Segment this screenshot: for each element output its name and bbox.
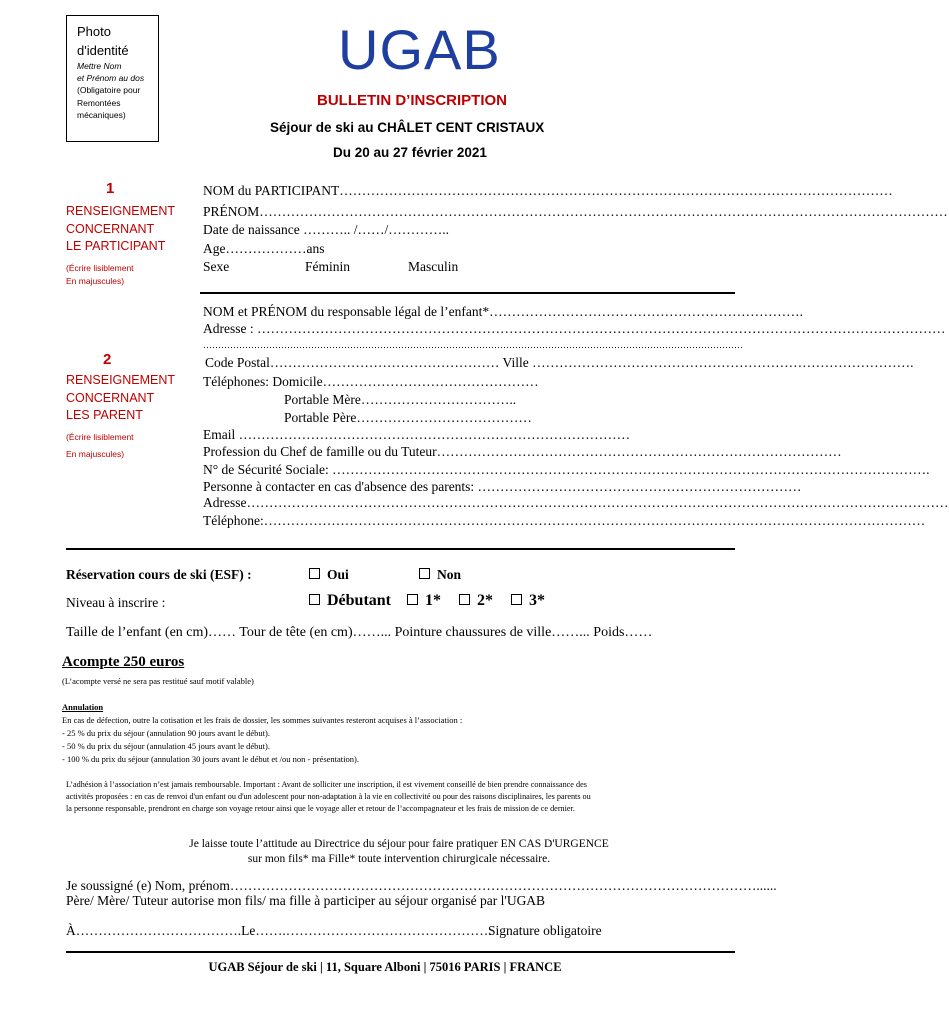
membership-text-line-3: la personne responsable, prendront en charge son voyage retour ainsi que le voyage aller et retour de l’accompagnateur et les frais de mission de ce dernier.: [66, 804, 575, 813]
guardian-name-field[interactable]: NOM et PRÉNOM du responsable légal de l’enfant*…………………………………………………………….: [203, 304, 803, 319]
level-options: [309, 591, 545, 611]
photo-instruction-4: Remontées: [77, 97, 121, 108]
photo-instruction-2: et Prénom au dos: [77, 73, 145, 83]
ski-lessons-no-option[interactable]: [419, 566, 461, 583]
emergency-consent-line-1: Je laisse toute l’attitude au Directrice du séjour pour faire pratiquer EN CAS D'URGENCE: [189, 838, 609, 850]
checkbox-icon[interactable]: [407, 594, 418, 605]
photo-instruction-5: mécaniques): [77, 110, 126, 120]
participant-firstname-field[interactable]: PRÉNOM………………………………………………………………………………………………………………………………………: [203, 204, 948, 219]
checkbox-icon[interactable]: [511, 594, 522, 605]
trip-dates: Du 20 au 27 février 2021: [333, 145, 487, 160]
sex-option-female[interactable]: Féminin: [305, 259, 351, 274]
checkbox-icon[interactable]: [459, 594, 470, 605]
father-mobile-field[interactable]: Portable Père…………………………………: [284, 410, 532, 425]
membership-text-line-2: activités proposées : en cas de renvoi d'un enfant ou d'un adolescent pour non-adaptation à la vie en collectivité ou pour des raisons disciplinaires, les parents ou: [66, 792, 591, 801]
section-2-number: 2: [103, 351, 112, 368]
authorization-text: Père/ Mère/ Tuteur autorise mon fils/ ma fille à participer au séjour organisé par l'UGAB: [66, 893, 546, 908]
deposit-title: Acompte 250 euros: [62, 654, 185, 670]
deposit-note: (L’acompte versé ne sera pas restitué sauf motif valable): [62, 676, 254, 686]
signatory-name-field[interactable]: Je soussigné (e) Nom, prénom………………………………………………………………………………………………………......: [66, 878, 777, 893]
footer-divider: [66, 951, 735, 953]
section-1-note: [66, 262, 134, 288]
level-3-label: 3*: [529, 592, 546, 609]
section-1-title: [66, 203, 175, 256]
ugab-logo: UGAB: [338, 18, 501, 81]
birthdate-field[interactable]: Date de naissance ……….. /……/…………..: [203, 222, 449, 237]
cancellation-item-100: - 100 % du prix du séjour (annulation 30 jours avant le début et /ou non - présentation).: [62, 754, 359, 764]
section-1-title-line-3: LE PARTICIPANT: [66, 239, 166, 253]
form-title: BULLETIN D’INSCRIPTION: [317, 92, 507, 109]
photo-placeholder-box: [66, 15, 159, 142]
ski-lessons-label: Réservation cours de ski (ESF) :: [66, 567, 252, 582]
section-divider-2: [66, 548, 735, 550]
emergency-consent-line-2: sur mon fils* ma Fille* toute intervention chirurgicale nécessaire.: [247, 853, 551, 865]
section-1-note-line-1: (Écrire lisiblement: [66, 263, 134, 273]
emergency-address-field[interactable]: Adresse…………………………………………………………………………………………………………………………………………: [203, 495, 949, 510]
section-2-title-line-1: RENSEIGNEMENT: [66, 373, 176, 387]
place-date-field[interactable]: À……………………………….Le…….……………………………………….: [66, 923, 492, 938]
ski-lessons-yes-option[interactable]: [309, 566, 349, 583]
child-measurements-field[interactable]: Taille de l’enfant (en cm)…… Tour de tête (en cm)……... Pointure chaussures de ville……... Poids……: [66, 625, 653, 640]
section-2-note: [66, 429, 134, 463]
address-field-2[interactable]: ………………………………………………………………………………………………………………………………………………………………: [203, 340, 743, 350]
checkbox-icon[interactable]: [419, 568, 430, 579]
address-field[interactable]: Adresse : ………………………………………………………………………………………………………………………………………: [203, 321, 946, 336]
social-security-field[interactable]: N° de Sécurité Sociale: …………………………………………………………………………………………………………………….: [203, 462, 930, 477]
section-2-note-line-2: En majuscules): [66, 449, 125, 459]
section-2-title-line-2: CONCERNANT: [66, 390, 155, 405]
level-label: Niveau à inscrire :: [66, 595, 166, 610]
cancellation-item-25: - 25 % du prix du séjour (annulation 90 jours avant le début).: [62, 728, 270, 738]
photo-label: Photo: [77, 24, 111, 39]
participant-name-field[interactable]: NOM du PARTICIPANT……………………………………………………………………………………………………………: [203, 183, 893, 198]
section-2-note-line-1: (Écrire lisiblement: [66, 432, 134, 442]
age-field[interactable]: Age………………ans: [203, 241, 325, 256]
sex-option-male[interactable]: Masculin: [408, 259, 459, 274]
membership-text-line-1: L’adhésion à l’association n’est jamais remboursable. Important : Avant de solliciter une inscription, il est vivement conseillé de bien prendre connaissance des: [66, 780, 587, 789]
cancellation-intro: En cas de défection, outre la cotisation et les frais de dossier, les sommes suivantes resteront acquises à l’association :: [62, 715, 463, 725]
level-1-label: 1*: [425, 592, 442, 609]
section-1-title-line-1: RENSEIGNEMENT: [66, 204, 176, 218]
emergency-contact-field[interactable]: Personne à contacter en cas d'absence des parents: ………………………………………………………………: [203, 479, 802, 494]
photo-instruction-3: (Obligatoire pour: [77, 85, 141, 95]
sex-label: Sexe: [203, 259, 230, 274]
ski-lessons-no-label: Non: [437, 567, 462, 582]
mother-mobile-field[interactable]: Portable Mère……………………………..: [284, 392, 517, 407]
home-phone-field[interactable]: Téléphones: Domicile…………………………………………: [203, 374, 539, 389]
email-field[interactable]: Email ……………………………………………………………………………: [203, 427, 631, 442]
section-2-title-line-3: LES PARENT: [66, 408, 143, 422]
section-1-number: 1: [106, 180, 115, 197]
footer-address: UGAB Séjour de ski | 11, Square Alboni | 75016 PARIS | FRANCE: [208, 960, 562, 974]
ski-lessons-yes-label: Oui: [327, 567, 349, 582]
cancellation-item-50: - 50 % du prix du séjour (annulation 45 jours avant le début).: [62, 741, 270, 751]
level-2-label: 2*: [477, 592, 494, 609]
postal-code-city-field[interactable]: Code Postal…………………………………………… Ville ………………………………………………………………………….: [205, 355, 914, 370]
profession-field[interactable]: Profession du Chef de famille ou du Tuteur………………………………………………………………………………: [203, 444, 842, 459]
signature-label: Signature obligatoire: [488, 923, 602, 938]
checkbox-icon[interactable]: [309, 568, 320, 579]
section-1-title-line-2: CONCERNANT: [66, 221, 155, 236]
level-beginner-label: Débutant: [327, 592, 392, 609]
checkbox-icon[interactable]: [309, 594, 320, 605]
section-1-note-line-2: En majuscules): [66, 276, 125, 286]
trip-name: Séjour de ski au CHÂLET CENT CRISTAUX: [270, 120, 545, 135]
photo-label-2: d'identité: [77, 43, 129, 58]
section-divider-1: [200, 292, 735, 294]
photo-instruction-1: Mettre Nom: [77, 61, 122, 71]
cancellation-title: Annulation: [62, 702, 104, 712]
emergency-phone-field[interactable]: Téléphone:…………………………………………………………………………………………………………………………………: [203, 513, 926, 528]
section-2-title: [66, 372, 175, 425]
